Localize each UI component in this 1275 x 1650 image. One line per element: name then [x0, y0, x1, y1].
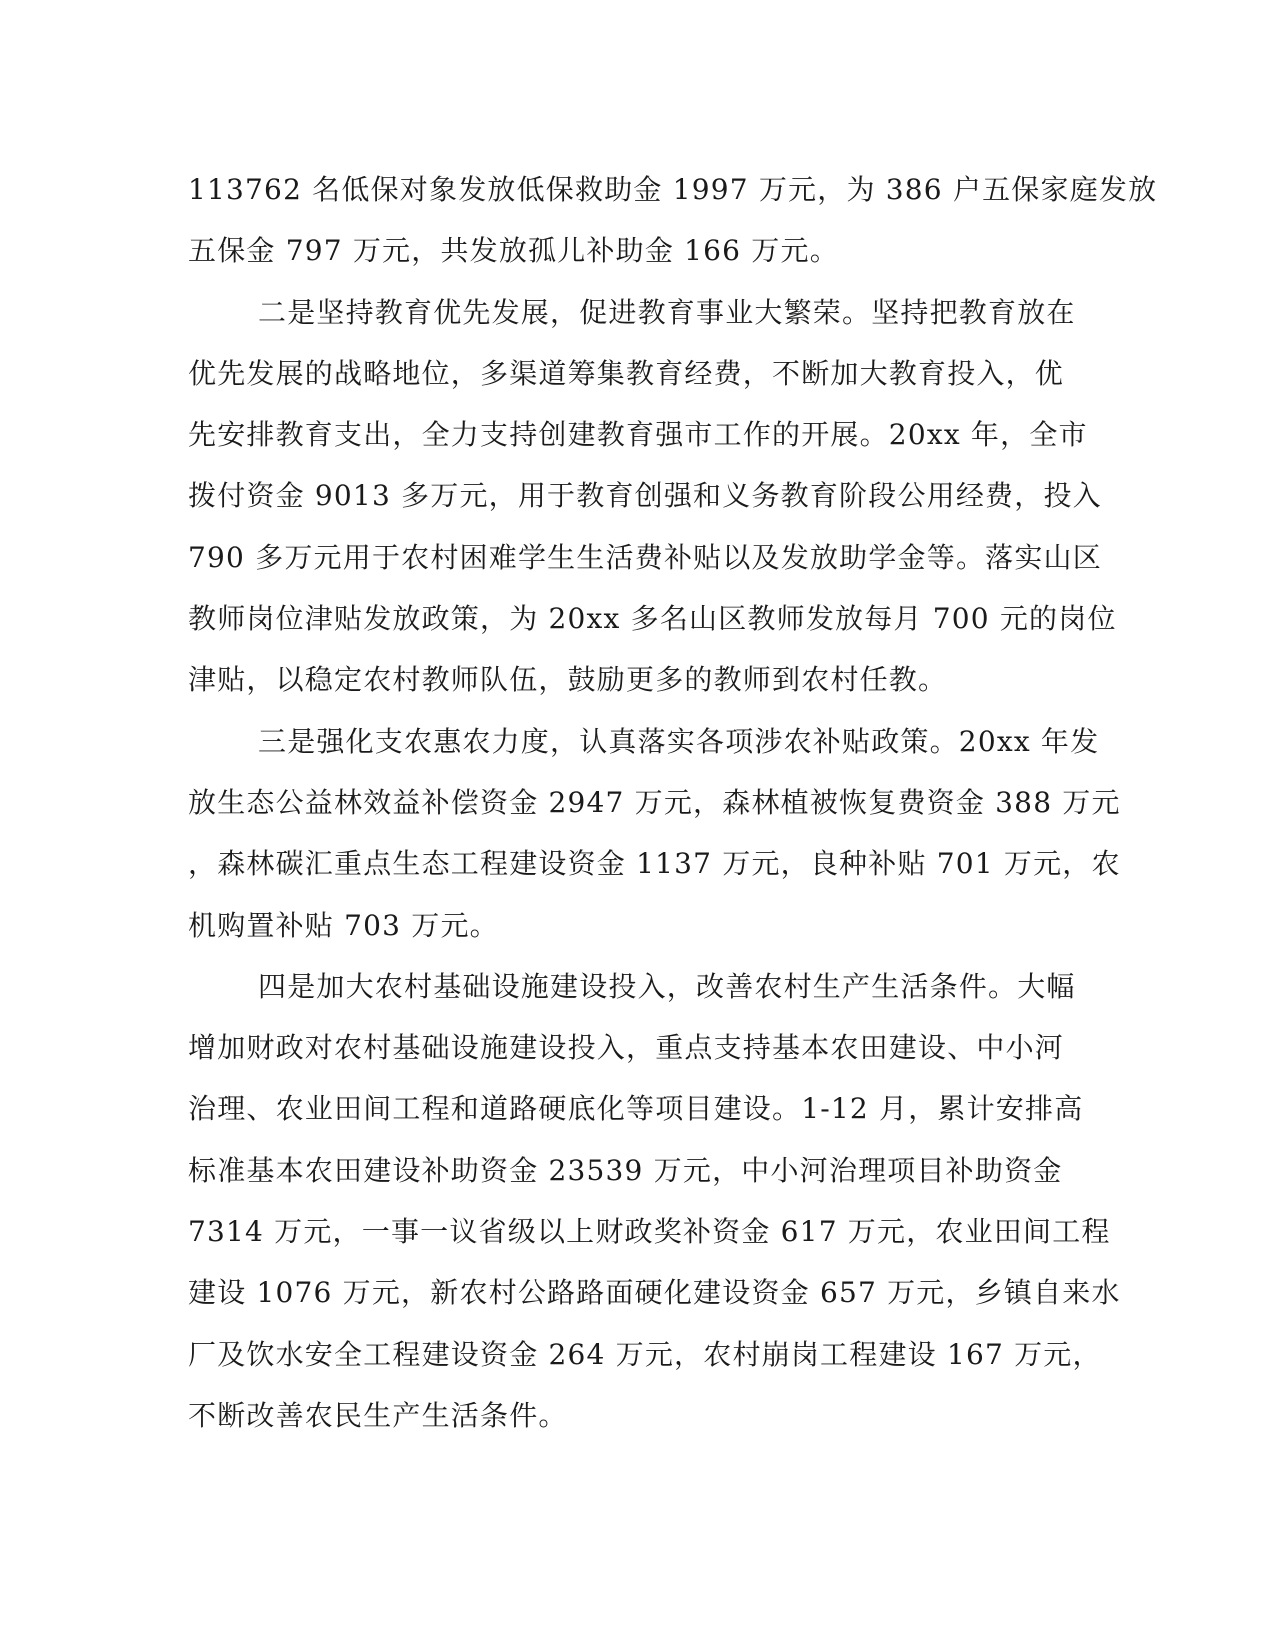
text-line: 教师岗位津贴发放政策，为 20xx 多名山区教师发放每月 700 元的岗位	[188, 602, 1117, 636]
text-line: ，森林碳汇重点生态工程建设资金 1137 万元，良种补贴 701 万元，农	[188, 847, 1121, 881]
text-line: 厂及饮水安全工程建设资金 264 万元，农村崩岗工程建设 167 万元，	[188, 1337, 1102, 1371]
text-line: 治理、农业田间工程和道路硬底化等项目建设。1-12 月，累计安排高	[188, 1092, 1084, 1126]
paragraph-low-income-subsidy	[188, 159, 1158, 282]
paragraph-education	[188, 282, 1117, 711]
text-line: 7314 万元，一事一议省级以上财政奖补资金 617 万元，农业田间工程	[188, 1215, 1111, 1249]
paragraph-rural-infrastructure	[188, 956, 1121, 1446]
text-line: 三是强化支农惠农力度，认真落实各项涉农补贴政策。20xx 年发	[258, 724, 1100, 758]
text-line: 建设 1076 万元，新农村公路路面硬化建设资金 657 万元，乡镇自来水	[188, 1276, 1121, 1310]
text-line: 790 多万元用于农村困难学生生活费补贴以及发放助学金等。落实山区	[188, 540, 1102, 574]
text-line: 不断改善农民生产生活条件。	[188, 1398, 568, 1432]
text-line: 津贴，以稳定农村教师队伍，鼓励更多的教师到农村任教。	[188, 663, 948, 697]
text-line: 拨付资金 9013 多万元，用于教育创强和义务教育阶段公用经费，投入	[188, 479, 1102, 513]
text-line: 优先发展的战略地位，多渠道筹集教育经费，不断加大教育投入，优	[188, 356, 1065, 390]
document-body	[188, 159, 1158, 1446]
text-line: 二是坚持教育优先发展，促进教育事业大繁荣。坚持把教育放在	[258, 295, 1076, 329]
text-line: 113762 名低保对象发放低保救助金 1997 万元，为 386 户五保家庭发放	[188, 173, 1158, 206]
text-line: 放生态公益林效益补偿资金 2947 万元，森林植被恢复费资金 388 万元	[188, 785, 1121, 819]
text-line: 先安排教育支出，全力支持创建教育强市工作的开展。20xx 年，全市	[188, 418, 1088, 452]
text-line: 四是加大农村基础设施建设投入，改善农村生产生活条件。大幅	[258, 969, 1076, 1003]
text-line: 增加财政对农村基础设施建设投入，重点支持基本农田建设、中小河	[188, 1031, 1065, 1065]
text-line: 五保金 797 万元，共发放孤儿补助金 166 万元。	[188, 234, 839, 268]
text-line: 机购置补贴 703 万元。	[188, 908, 499, 942]
paragraph-agriculture-subsidy	[188, 711, 1121, 956]
text-line: 标准基本农田建设补助资金 23539 万元，中小河治理项目补助资金	[188, 1153, 1063, 1187]
